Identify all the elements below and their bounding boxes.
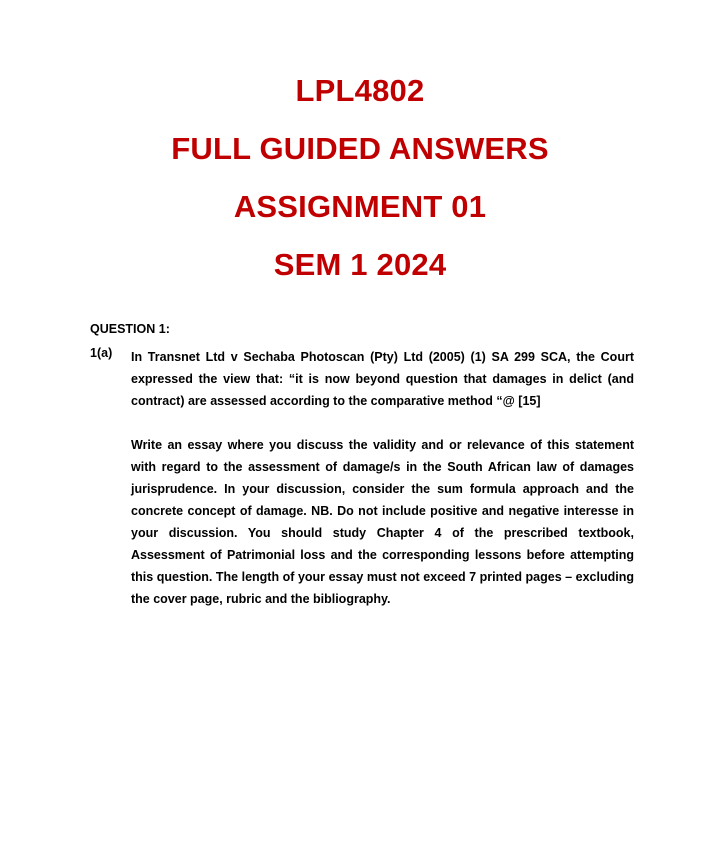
question-body bbox=[131, 346, 634, 610]
question-paragraph-2: Write an essay where you discuss the validity and or relevance of this statement with regard to the assessment of damage/s in the South African law of damages jurisprudence. In your discussion, consider the sum formula approach and the concrete concept of damage. NB. Do not include positive and negative interesse in your discussion. You should study Chapter 4 of the prescribed textbook, Assessment of Patrimonial loss and the corresponding lessons before attempting this question. The length of your essay must not exceed 7 printed pages – excluding the cover page, rubric and the bibliography. bbox=[131, 438, 634, 606]
assignment-title: ASSIGNMENT 01 bbox=[233, 189, 487, 224]
course-code-title: LPL4802 bbox=[295, 73, 425, 108]
title-block bbox=[0, 62, 720, 294]
question-number-label: 1(a) bbox=[90, 346, 113, 360]
guided-answers-title: FULL GUIDED ANSWERS bbox=[171, 131, 549, 166]
semester-title: SEM 1 2024 bbox=[273, 247, 447, 282]
question-heading: QUESTION 1: bbox=[90, 322, 170, 336]
question-paragraph-1: In Transnet Ltd v Sechaba Photoscan (Pty) Ltd (2005) (1) SA 299 SCA, the Court expressed the view that: “it is now beyond question that damages in delict (and contract) are assessed according to the comparative method “@ [15] bbox=[131, 350, 634, 408]
